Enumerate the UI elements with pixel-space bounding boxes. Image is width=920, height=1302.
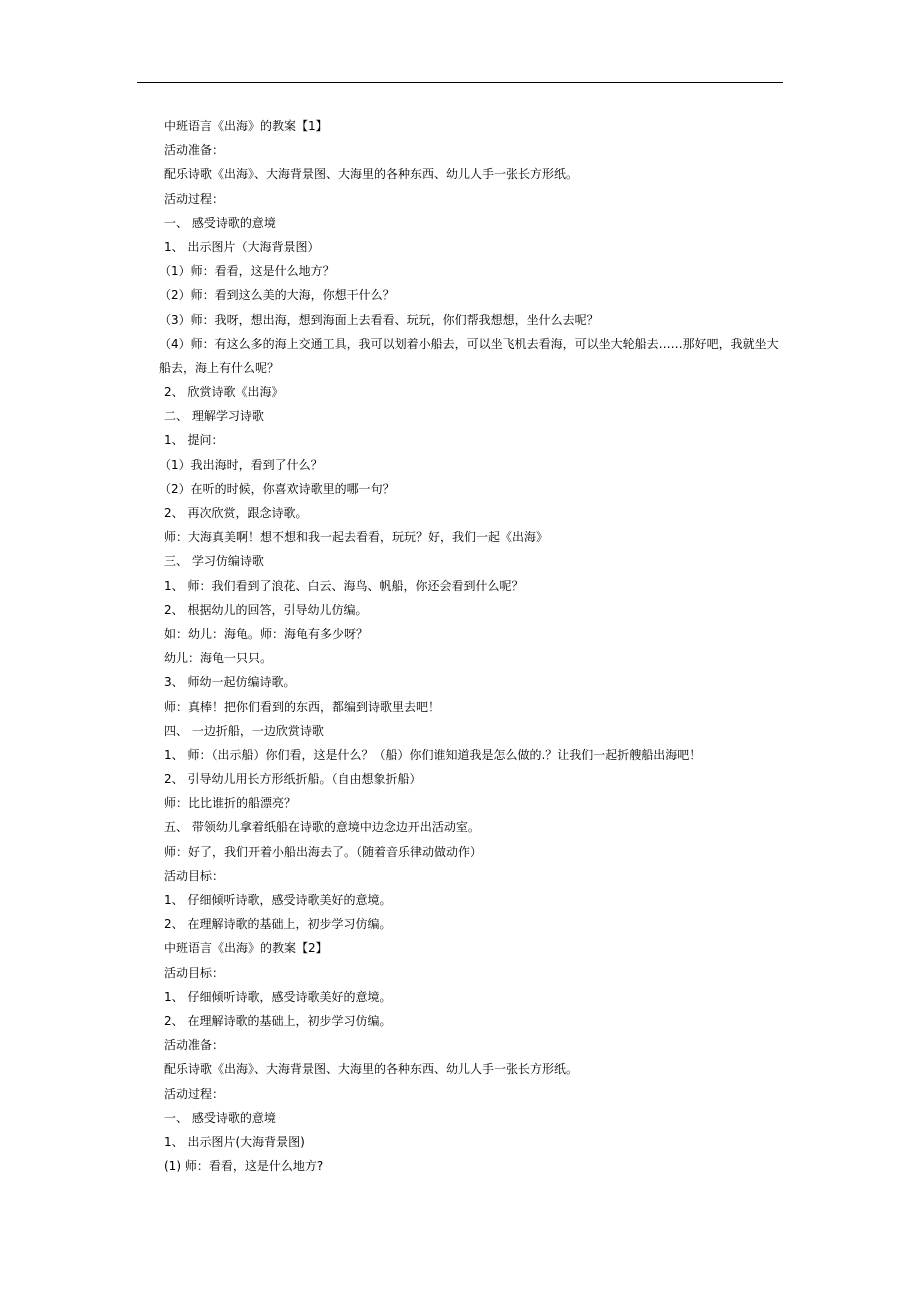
text-line: 2、 在理解诗歌的基础上，初步学习仿编。 [164, 917, 392, 932]
text-line: 1、 师：我们看到了浪花、白云、海鸟、帆船，你还会看到什么呢？ [164, 578, 524, 593]
text-line: 三、 学习仿编诗歌 [164, 554, 264, 569]
text-line: 师：大海真美啊！想不想和我一起去看看，玩玩？好，我们一起《出海》 [164, 530, 549, 545]
text-line: (1) 师：看看，这是什么地方? [164, 1159, 324, 1174]
text-line: 配乐诗歌《出海》、大海背景图、大海里的各种东西、幼儿人手一张长方形纸。 [164, 167, 579, 182]
text-line: 配乐诗歌《出海》、大海背景图、大海里的各种东西、幼儿人手一张长方形纸。 [164, 1062, 579, 1077]
text-line: 幼儿：海龟一只只。 [164, 651, 273, 666]
text-line: 2、 根据幼儿的回答，引导幼儿仿编。 [164, 602, 368, 617]
text-line: （3）师：我呀，想出海，想到海面上去看看、玩玩，你们帮我想想，坐什么去呢？ [159, 312, 599, 327]
text-line: 1、 仔细倾听诗歌，感受诗歌美好的意境。 [164, 989, 392, 1004]
text-line: 2、 引导幼儿用长方形纸折船。（自由想象折船） [164, 772, 422, 787]
text-line: 如：幼儿：海龟。师：海龟有多少呀？ [164, 626, 369, 641]
text-line: 2、 欣赏诗歌《出海》 [164, 385, 284, 400]
document-body [137, 114, 783, 1178]
text-line: 五、 带领幼儿拿着纸船在诗歌的意境中边念边开出活动室。 [164, 820, 480, 835]
text-line: 2、 再次欣赏，跟念诗歌。 [164, 506, 308, 521]
text-line: 活动目标： [164, 868, 225, 883]
text-line: 1、 提问： [164, 433, 224, 448]
text-line: 1、 仔细倾听诗歌，感受诗歌美好的意境。 [164, 893, 392, 908]
text-line: 师：比比谁折的船漂亮？ [164, 796, 297, 811]
text-line: 1、 出示图片(大海背景图) [164, 1134, 305, 1149]
text-line: 中班语言《出海》的教案【1】 [164, 119, 328, 133]
text-line: 二、 理解学习诗歌 [164, 409, 264, 424]
text-line: 活动过程： [164, 191, 225, 206]
text-line: 一、 感受诗歌的意境 [164, 1110, 276, 1125]
text-line: 活动目标： [164, 965, 225, 980]
text-line: 中班语言《出海》的教案【2】 [164, 941, 328, 956]
text-line: 活动过程： [164, 1086, 225, 1101]
text-line: （1）师：看看，这是什么地方？ [159, 264, 335, 279]
text-line: （1）我出海时，看到了什么？ [159, 457, 323, 472]
text-line: 四、 一边折船，一边欣赏诗歌 [164, 723, 324, 738]
text-line: 一、 感受诗歌的意境 [164, 215, 276, 230]
text-line: 活动准备： [164, 1038, 225, 1053]
text-line: 活动准备： [164, 143, 225, 158]
text-line: （4）师：有这么多的海上交通工具，我可以划着小船去，可以坐飞机去看海，可以坐大轮船去……那好吧，我就坐大船去，海上有什么呢？ [159, 336, 779, 375]
text-line: 1、 出示图片（大海背景图） [164, 239, 320, 254]
text-line: （2）在听的时候，你喜欢诗歌里的哪一句？ [159, 481, 395, 496]
text-line: 2、 在理解诗歌的基础上，初步学习仿编。 [164, 1013, 392, 1028]
text-line: 3、 师幼一起仿编诗歌。 [164, 675, 296, 690]
text-line: 师：真棒！把你们看到的东西，都编到诗歌里去吧！ [164, 699, 441, 714]
text-line: （2）师：看到这么美的大海，你想干什么？ [159, 288, 395, 303]
text-line: 1、 师：（出示船）你们看，这是什么？（船）你们谁知道我是怎么做的.？让我们一起折艘船出海吧！ [164, 747, 702, 762]
text-line: 师：好了，我们开着小船出海去了。（随着音乐律动做动作） [164, 844, 483, 859]
header-rule [137, 82, 783, 83]
